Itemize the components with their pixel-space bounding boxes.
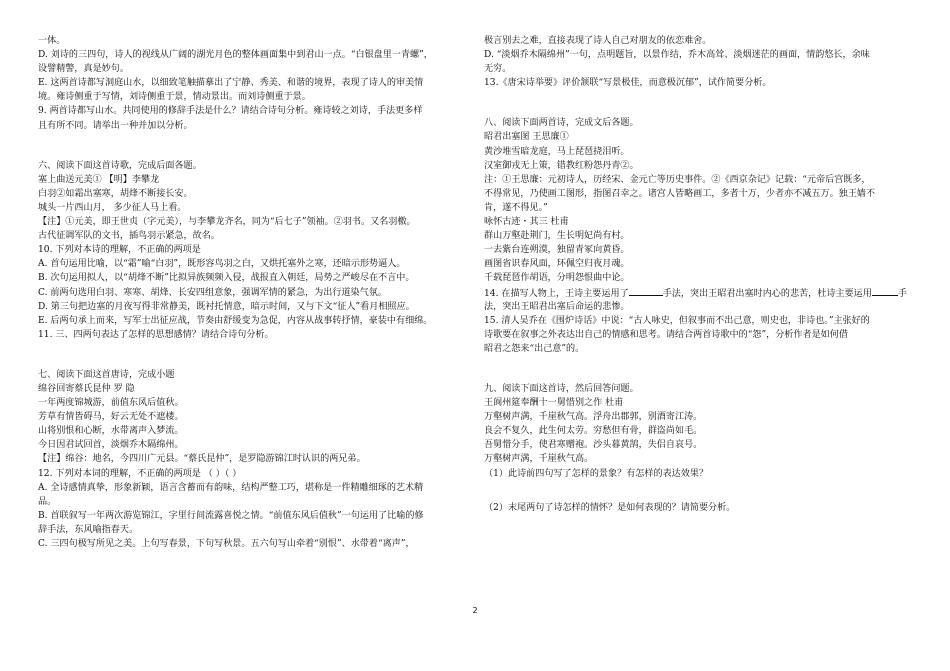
poem-line: 白羽②如霜出塞寒，胡烽不断接长安。: [38, 188, 193, 199]
option-a: A. 全诗感情真挚，形象新颖，语言含蓄而有韵味，结构严整工巧，堪称是一件精雕细琢的艺术精: [38, 482, 424, 493]
right-column: [484, 34, 914, 515]
section-nine: [484, 382, 914, 515]
question-14-text: 手法，突出王昭君出塞时内心的悲苦，杜诗主要运用: [662, 288, 872, 299]
option-d: D. 第三句把边塞的月夜写得非常静美，既衬托情意，暗示时间，又与下文“征人”看月相照应。: [38, 301, 415, 312]
answer-blank[interactable]: [629, 286, 663, 296]
poem-title: 塞上曲送元美① 【明】李攀龙: [38, 174, 160, 185]
section-seven: [38, 368, 468, 551]
text-line: 设譬精警，真是妙句。: [38, 64, 129, 75]
poem-line: 黄沙堆雪暗龙庭，马上琵琶挠泪听。: [484, 146, 630, 157]
option-c: C. 前两句选用白羽、寒寒、胡烽、长安四组意象，强调军情的紧急，为出行道染气氛。: [38, 287, 387, 298]
text-line: 法，突出王昭君出塞后命运的悲惨。: [484, 301, 630, 312]
poem-line: 万壑树声满，千崖秋气高。浮舟出郡郭，别酒寄江涛。: [484, 412, 703, 423]
text-line: 昭君之怨来“出己意”的。: [484, 343, 585, 354]
question-11: 11. 三、四两句表达了怎样的思想感情？请结合诗句分析。: [38, 329, 274, 340]
question-14-text: 手: [897, 288, 907, 299]
page-number: 2: [472, 606, 478, 615]
poem-line: 万壑树声满，千崖秋气高。: [484, 454, 594, 465]
poem-line: 一去紫台连朔漠，独留青冢向黄昏。: [484, 245, 630, 256]
poem-title: 咏怀古迹・其三 杜甫: [484, 217, 569, 228]
poem-line: 画图省识春风面，环佩空归夜月魂。: [484, 259, 630, 270]
question-13: 13.《唐宋诗举要》评价颔联“写景极佳，而意极沉郁”，试作简要分析。: [484, 78, 772, 89]
poem-note: 注：①王思廉：元初诗人，历经宋、金元亡等历史事件。②《西京杂记》记载：“元帝后宫既多，: [484, 174, 871, 185]
section-eight: [484, 116, 914, 356]
poem-note: 古代征调军队的文书，插鸟羽示紧急，故名。: [38, 231, 220, 242]
poem-line: 山将别恨和心断，水带离声入梦流。: [38, 426, 184, 437]
question-16-1: （1）此诗前四句写了怎样的景象？有怎样的表达效果？: [484, 468, 709, 479]
poem-line: 良会不复久，此生何太劳。穷愁但有骨，群盗尚如毛。: [484, 426, 703, 437]
poem-line: 一年两度锦城游，前值东风后值秋。: [38, 398, 184, 409]
poem-line: 群山万壑赴荆门，生长明妃尚有村。: [484, 231, 630, 242]
option-a: A. 首句运用比喻，以“霜”喻“白羽”，既形容鸟羽之白，又烘托塞外之寒，还暗示形势逼人。: [38, 259, 406, 270]
poem-line: 吾舅惜分手，使君寒赠袍。沙头暮黄鹄，失侣自哀号。: [484, 440, 703, 451]
poem-line: 千载琵琶作胡语，分明怨恨曲中论。: [484, 273, 630, 284]
question-9: 9. 两首诗都写山水。共同使用的修辞手法是什么？请结合诗句分析。雍诗较之刘诗，手法更多样: [38, 106, 423, 117]
text-line: 诗歌要在叙事之外表达出自己的情感和思考。请结合两首诗歌中的“怨”，分析作者是如何借: [484, 329, 848, 340]
answer-blank[interactable]: [872, 286, 898, 296]
question-14-text: 14. 在描写人物上，王诗主要运用了: [484, 288, 629, 299]
option-b: B. 次句运用拟人，以“胡烽不断”比拟异族频频入侵，战报直入朝廷，局势之严峻尽在不言中。: [38, 273, 415, 284]
analysis-continuation: [38, 34, 468, 133]
section-six: [38, 159, 468, 342]
section-heading: 八、阅读下面两首诗，完成文后各题。: [484, 118, 639, 129]
text-line: 一体。: [38, 36, 66, 46]
text-line: 境。雍诗侧重于写情，刘诗侧重于景，情动景出。而刘诗侧重于景。: [38, 92, 311, 103]
poem-note: 不得常见，乃使画工图形，指图召幸之。诸宫人皆略画工，多者十万，少者亦不减五万。独王嫱不: [484, 188, 876, 199]
section-seven-continuation: [484, 34, 914, 90]
poem-line: 汉室御戎无上策，错教红粉怨丹青②。: [484, 160, 639, 171]
poem-title: 昭君出塞图 王思廉①: [484, 132, 569, 143]
text-line: 极言别去之难，直接表现了诗人自己对朋友的依恋难舍。: [484, 36, 712, 46]
question-14: [484, 286, 914, 300]
poem-title: 王阆州筵奉酬十一舅惜别之作 杜甫: [484, 398, 624, 409]
poem-line: 芳草有情皆碍马，好云无处不遮楼。: [38, 412, 184, 423]
question-16-2: （2）末尾两句了诗怎样的情怀？是如何表现的？请简要分析。: [484, 502, 736, 513]
text-line: 且有所不同。请举出一种并加以分析。: [38, 120, 193, 131]
option-b: B. 首联叙写一年两次游览锦江，字里行间流露喜悦之情。“前值东风后值秋”一句运用了比喻的修: [38, 510, 424, 521]
section-heading: 七、阅读下面这首唐诗，完成小题: [38, 369, 175, 380]
section-heading: 六、阅读下面这首诗歌，完成后面各题。: [38, 160, 202, 171]
text-line: 辞手法，东风喻指春天。: [38, 524, 139, 535]
poem-title: 绵谷回寄蔡氏昆仲 罗 隐: [38, 383, 135, 394]
text-line: 无穷。: [484, 64, 512, 75]
option-e: E. 这两首诗都写洞庭山水，以细致笔触描摹出了宁静、秀美、和谐的境界，表现了诗人的审美情: [38, 78, 424, 89]
poem-line: 城头一片西山月， 多少征人马上看。: [38, 202, 187, 213]
poem-note: 【注】①元美，即王世贞（字元美），与李攀龙齐名，同为“后七子”领袖。②羽书。又名羽檄。: [38, 217, 416, 228]
question-15: 15. 清人吴乔在《围炉诗话》中说：“古人咏史，但叙事而不出己意，则史也，非诗也。”主张好的: [484, 315, 870, 326]
option-d: D. 刘诗的三四句，诗人的视线从广阔的湖光月色的整体画面集中到君山一点。“白银盘里一青螺”，: [38, 50, 433, 61]
section-heading: 九、阅读下面这首诗，然后回答问题。: [484, 383, 639, 394]
text-line: 品。: [38, 496, 57, 507]
question-10: 10. 下列对本诗的理解，不正确的两项是: [38, 245, 201, 256]
option-e: E. 后两句承上而来，写军士出征应战，节奏由舒缓变为急促，内容从战事转抒情，豪装中有细绵。: [38, 315, 433, 326]
option-c: C. 三四句极写所见之美。上句写春景，下句写秋景。五六句写山牵着“别恨”、水带着“离声”，: [38, 539, 415, 549]
poem-note: 肯，遂不得见。”: [484, 202, 548, 213]
poem-note: 【注】绵谷：地名，今四川广元县。“蔡氏昆仲”，是罗隐游锦江时认识的两兄弟。: [38, 454, 366, 465]
option-d: D. “淡烟乔木隔绵州”一句，点明题旨，以景作结，乔木高耸、淡烟迷茫的画面，情韵悠长，余味: [484, 50, 870, 61]
poem-line: 今日因君试回首，淡烟乔木隔绵州。: [38, 440, 184, 451]
question-12: 12. 下列对本词的理解，不正确的两项是 （ ）（ ）: [38, 468, 242, 479]
left-column: [38, 34, 468, 551]
